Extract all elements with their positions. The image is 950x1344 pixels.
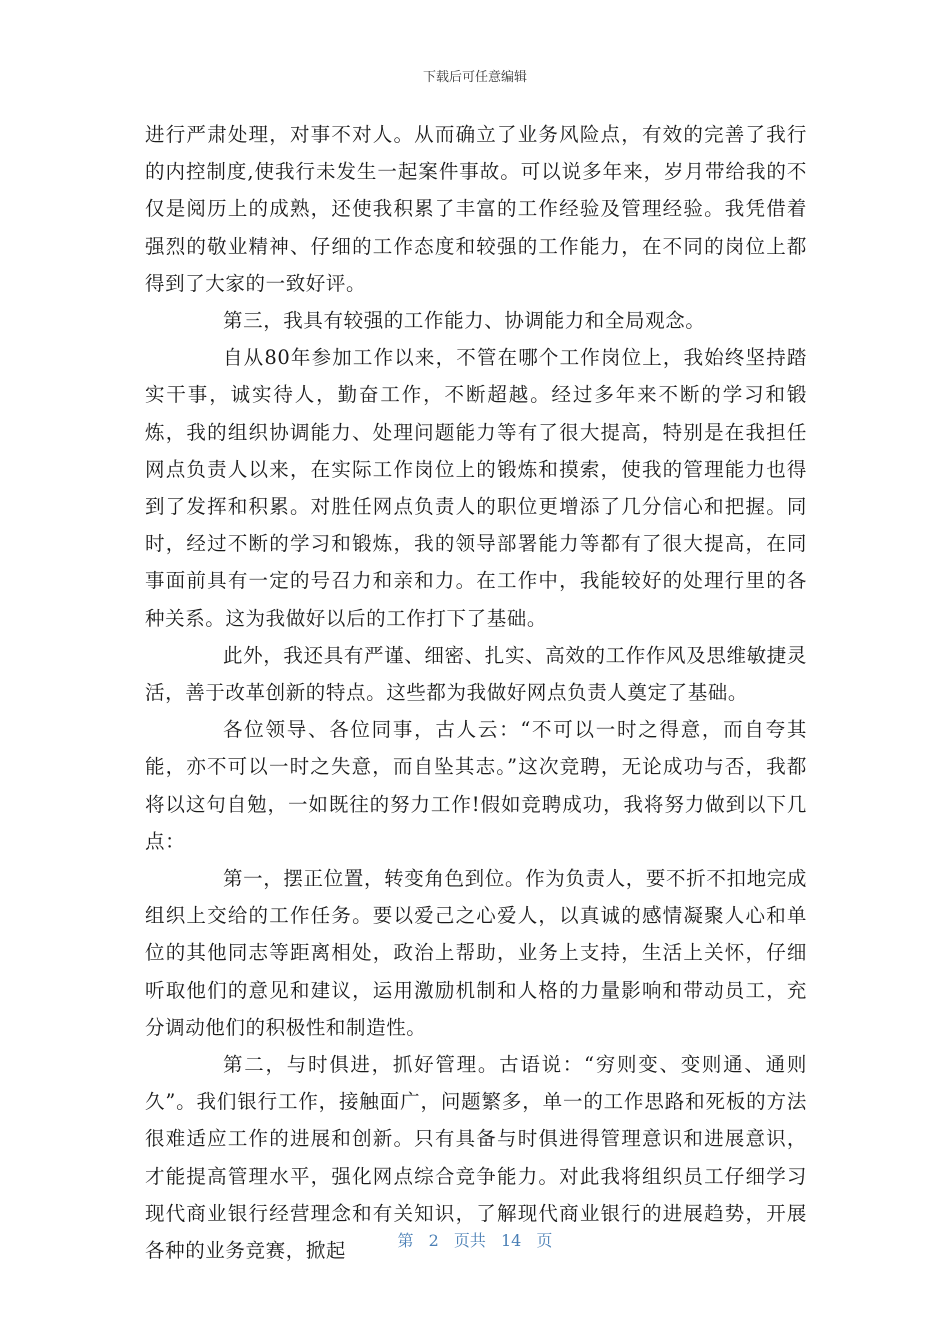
- page-header: 下载后可任意编辑: [422, 70, 527, 85]
- page-number-footer: 第 2 页共 14 页: [397, 1231, 553, 1250]
- paragraph: 各位领导、各位同事，古人云：“不可以一时之得意，而自夸其能，亦不可以一时之失意，而自坠其志。”这次竞聘，无论成功与否，我都将以这句自勉，一如既往的努力工作!假如竞聘成功，我将努力做到以下几点：: [145, 718, 807, 853]
- paragraph: 第三，我具有较强的工作能力、协调能力和全局观念。: [223, 309, 706, 333]
- paragraph: 第二，与时俱进，抓好管理。古语说：“穷则变、变则通、通则久”。我们银行工作，接触面广，问题繁多，单一的工作思路和死板的方法很难适应工作的进展和创新。只有具备与时俱进得管理意识和进展意识，才能提高管理水平，强化网点综合竞争能力。对此我将组织员工仔细学习现代商业银行经营理念和有关知识，了解现代商业银行的进展趋势，开展各种的业务竞赛，掀起: [145, 1053, 807, 1263]
- paragraph: 自从80年参加工作以来，不管在哪个工作岗位上，我始终坚持踏实干事，诚实待人，勤奋工作，不断超越。经过多年来不断的学习和锻炼，我的组织协调能力、处理问题能力等有了很大提高，特别是在我担任网点负责人以来，在实际工作岗位上的锻炼和摸索，使我的管理能力也得到了发挥和积累。对胜任网点负责人的职位更增添了几分信心和把握。同时，经过不断的学习和锻炼，我的领导部署能力等都有了很大提高，在同事面前具有一定的号召力和亲和力。在工作中，我能较好的处理行里的各种关系。这为我做好以后的工作打下了基础。: [145, 346, 807, 630]
- document-body: [145, 116, 807, 1269]
- paragraph-continued: 进行严肃处理，对事不对人。从而确立了业务风险点，有效的完善了我行的内控制度,使我行未发生一起案件事故。可以说多年来，岁月带给我的不仅是阅历上的成熟，还使我积累了丰富的工作经验及管理经验。我凭借着强烈的敬业精神、仔细的工作态度和较强的工作能力，在不同的岗位上都得到了大家的一致好评。: [145, 123, 807, 295]
- paragraph: 此外，我还具有严谨、细密、扎实、高效的工作作风及思维敏捷灵活，善于改革创新的特点。这些都为我做好网点负责人奠定了基础。: [145, 643, 807, 705]
- paragraph: 第一，摆正位置，转变角色到位。作为负责人，要不折不扣地完成组织上交给的工作任务。要以爱己之心爱人，以真诚的感情凝聚人心和单位的其他同志等距离相处，政治上帮助，业务上支持，生活上关怀，仔细听取他们的意见和建议，运用激励机制和人格的力量影响和带动员工，充分调动他们的积极性和制造性。: [145, 867, 807, 1039]
